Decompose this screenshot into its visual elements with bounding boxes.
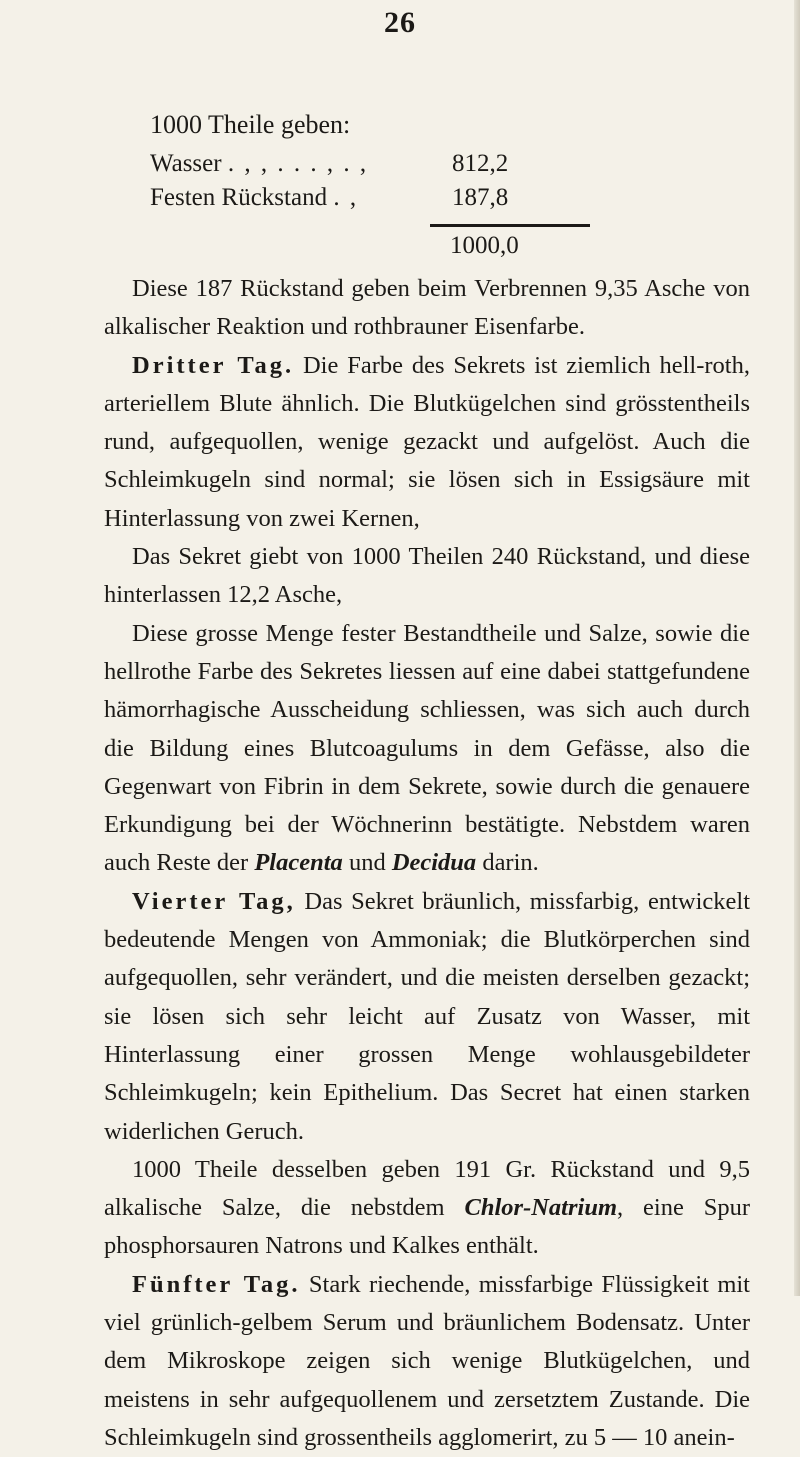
paragraph (104, 347, 750, 538)
table-intro: 1000 Theile geben: (150, 110, 351, 139)
paragraph-text: Die Farbe des Sekrets ist ziemlich hell-roth, arteriellem Blute ähnlich. Die Blutkügelchen sind grösstentheils rund, aufgequollen, wenige gezackt und aufgelöst. Auch die Schleimkugeln sind normal; sie lösen sich in Essigsäure mit Hinterlassung von zwei Kernen, (104, 351, 750, 532)
row-value-rueckstand: 187,8 (452, 184, 509, 211)
paragraph-text: Das Sekret bräunlich, missfarbig, entwickelt bedeutende Mengen von Ammoniak; die Blutkörperchen sind aufgequollen, sehr verändert, und die meisten derselben gezackt; sie lösen sich sehr leicht auf Zusatz von Wasser, mit Hinterlassung einer grossen Menge wohlausgebildeter Schleimkugeln; kein Epithelium. Das Secret hat einen starken widerlichen Geruch. (104, 887, 750, 1145)
paragraph: Diese 187 Rückstand geben beim Verbrennen 9,35 Asche von alkalischer Reaktion und rothbrauner Eisenfarbe. (104, 275, 750, 341)
section-heading: Dritter Tag. (132, 351, 295, 379)
paragraph-text: darin. (476, 849, 539, 877)
paragraph (104, 1266, 750, 1457)
row-leader-dots: . , , . . . , . , (227, 150, 369, 177)
row-label: Festen Rückstand (150, 184, 328, 211)
body-text (104, 270, 750, 1457)
section-heading: Fünfter Tag. (132, 1270, 301, 1298)
table-row-rueckstand (150, 184, 480, 212)
paragraph (104, 883, 750, 1151)
italic-term: Placenta (254, 849, 343, 877)
italic-term: Chlor-Natrium (464, 1194, 618, 1222)
paragraph-text: , eine Spur phosphorsauren Natrons und Kalkes enthält. (104, 1194, 751, 1260)
row-leader-dots: . , (333, 184, 359, 211)
paragraph-text: 1000 Theile desselben geben 191 Gr. Rückstand und 9,5 alkalische Salze, die nebstdem (104, 1155, 750, 1222)
page-number: 26 (384, 6, 416, 39)
table-total: 1000,0 (450, 232, 519, 259)
paragraph-text: Stark riechende, missfarbige Flüssigkeit mit viel grünlich-gelbem Serum und bräunlichem Bodensatz. Unter dem Mikroskope zeigen sich wenige Blutkügelchen, und meistens in sehr aufgequollenem und zersetztem Zustande. Die Schleimkugeln sind grossentheils agglomerirt, zu 5 — 10 anein- (104, 1270, 750, 1451)
paragraph-text: und (342, 849, 392, 877)
paragraph: Das Sekret giebt von 1000 Theilen 240 Rückstand, und diese hinterlassen 12,2 Asche, (104, 543, 750, 609)
page-edge-shadow (794, 0, 800, 1296)
sum-rule (430, 224, 590, 227)
italic-term: Decidua (391, 849, 477, 877)
paragraph (104, 1151, 750, 1266)
section-heading: Vierter Tag, (132, 887, 296, 915)
row-label: Wasser (150, 150, 222, 177)
row-value-wasser: 812,2 (452, 150, 509, 177)
paragraph-text: Diese grosse Menge fester Bestandtheile und Salze, sowie die hellrothe Farbe des Sekretes liessen auf eine dabei stattgefundene hämorrhagische Ausscheidung schliessen, was sich auch durch die Bildung eines Blutcoagulums in dem Gefässe, also die Gegenwart von Fibrin in dem Sekrete, sowie durch die genauere Erkundigung bei der Wöchnerinn bestätigte. Nebstdem waren auch Reste der (104, 619, 750, 877)
paragraph (104, 615, 750, 883)
